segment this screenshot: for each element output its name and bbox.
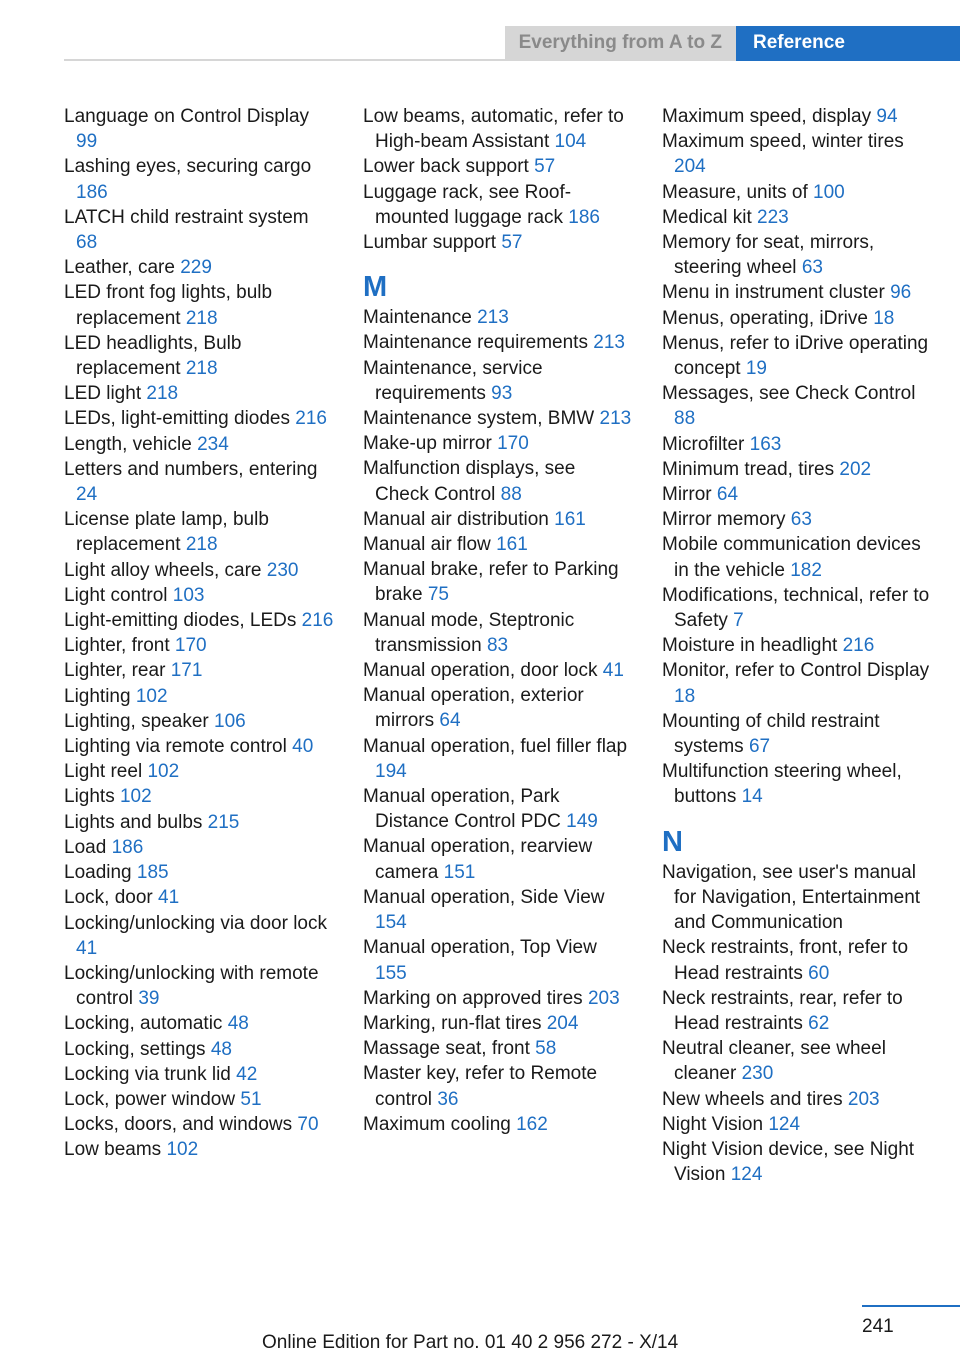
index-entry <box>363 104 633 154</box>
index-entry-text: Microfilter <box>662 433 745 455</box>
index-entry-text: Lashing eyes, securing cargo <box>64 156 312 178</box>
index-entry <box>662 230 932 280</box>
index-page-link[interactable]: 39 <box>138 988 160 1010</box>
index-page-link[interactable]: 124 <box>730 1164 763 1186</box>
index-page-link[interactable]: 102 <box>119 786 152 808</box>
index-entry-text: Length, vehicle <box>64 433 192 455</box>
index-page-link[interactable]: 104 <box>554 131 587 153</box>
index-page-link[interactable]: 218 <box>185 534 218 556</box>
index-entry <box>363 658 633 683</box>
index-page-link[interactable]: 88 <box>674 408 696 430</box>
index-page-link[interactable]: 203 <box>847 1088 880 1110</box>
index-entry-text: Lighter, front <box>64 635 170 657</box>
index-page-link[interactable]: 194 <box>375 760 407 782</box>
index-page-link[interactable]: 102 <box>135 685 168 707</box>
section-tab[interactable]: Everything from A to Z <box>505 26 736 60</box>
index-page-link[interactable]: 182 <box>790 559 822 581</box>
index-entry-text: Night Vision <box>662 1113 764 1135</box>
page-number: 241 <box>862 1316 894 1337</box>
index-entry-text: Master key, refer to Remote control <box>363 1063 598 1110</box>
index-entry <box>662 180 932 205</box>
index-page-link[interactable]: 40 <box>292 736 314 758</box>
index-column-2 <box>363 104 633 1137</box>
index-page-link[interactable]: 170 <box>497 433 529 455</box>
index-letter-heading: M <box>363 271 388 304</box>
index-entry <box>64 1137 334 1162</box>
index-entry <box>662 583 932 633</box>
index-entry-text: Low beams, automatic, refer to High-beam Assistant <box>363 106 624 153</box>
index-entry <box>363 935 633 985</box>
index-entry <box>363 1112 633 1137</box>
index-letter-heading: N <box>662 825 683 858</box>
index-page-link[interactable]: 213 <box>599 408 632 430</box>
index-page-link[interactable]: 36 <box>437 1088 459 1110</box>
index-page-link[interactable]: 83 <box>486 634 509 656</box>
index-entry-text: Low beams <box>64 1139 162 1161</box>
index-entry-text: Menus, refer to iDrive operating concept <box>662 332 929 380</box>
index-entry <box>662 759 932 809</box>
index-entry-text: Maintenance requirements <box>363 332 588 354</box>
index-entry-text: Night Vision device, see Night Vision <box>662 1138 915 1186</box>
index-page-link[interactable]: 57 <box>534 156 556 178</box>
index-entry <box>662 658 932 708</box>
header-rule <box>64 59 960 61</box>
index-entry <box>64 684 334 709</box>
index-page-link[interactable]: 48 <box>210 1038 232 1060</box>
index-page-link[interactable]: 7 <box>733 610 744 632</box>
index-page-link[interactable]: 67 <box>748 736 771 758</box>
index-entry-text: Malfunction displays, see Check Control <box>363 458 576 505</box>
index-page-link[interactable]: 41 <box>158 887 180 909</box>
index-entry <box>64 734 334 759</box>
index-entry <box>662 104 932 129</box>
index-entry <box>64 633 334 658</box>
index-entry-text: Lower back support <box>363 156 529 178</box>
index-page-link[interactable]: 149 <box>566 811 598 833</box>
index-entry-text: Mirror memory <box>662 509 786 531</box>
index-entry <box>64 280 334 330</box>
index-page-link[interactable]: 163 <box>749 433 782 455</box>
index-entry-text: Maximum cooling <box>363 1113 511 1135</box>
index-entry-text: Marking, run-flat tires <box>363 1012 542 1034</box>
index-entry <box>64 507 334 557</box>
index-entry <box>64 709 334 734</box>
index-entry <box>363 834 633 884</box>
index-entry <box>64 104 334 154</box>
index-page-link[interactable]: 102 <box>147 761 180 783</box>
index-entry-text: Locking via trunk lid <box>64 1063 231 1085</box>
index-entry-text: Messages, see Check Control <box>662 383 916 405</box>
index-entry-text: Menu in instrument cluster <box>662 282 885 304</box>
index-entry <box>64 658 334 683</box>
index-entry-text: Minimum tread, tires <box>662 458 835 480</box>
index-page-link[interactable]: 57 <box>501 232 523 254</box>
index-page-link[interactable]: 100 <box>813 181 845 203</box>
index-entry <box>64 583 334 608</box>
index-entry <box>64 1037 334 1062</box>
index-entry-text: Make-up mirror <box>363 433 492 455</box>
index-page-link[interactable]: 229 <box>180 257 212 279</box>
index-page-link[interactable]: 230 <box>741 1063 774 1085</box>
index-entry <box>64 432 334 457</box>
index-entry-text: Mobile communication devices in the vehicle <box>662 534 921 581</box>
index-page-link[interactable]: 51 <box>240 1088 262 1110</box>
page-header <box>505 26 960 60</box>
index-page-link[interactable]: 186 <box>111 836 144 858</box>
index-page-link[interactable]: 18 <box>873 307 895 329</box>
index-page-link[interactable]: 213 <box>477 307 509 329</box>
index-entry <box>662 935 932 985</box>
index-entry <box>363 885 633 935</box>
index-page-link[interactable]: 204 <box>674 156 706 178</box>
index-entry <box>363 1036 633 1061</box>
index-entry <box>64 255 334 280</box>
index-entry-text: Navigation, see user's manual for Navigation, Entertainment and Communication <box>662 861 921 934</box>
index-entry <box>662 507 932 532</box>
index-entry <box>662 1137 932 1187</box>
index-entry <box>662 381 932 431</box>
index-entry-text: Light control <box>64 584 168 606</box>
index-entry-text: Maximum speed, winter tires <box>662 131 904 153</box>
index-entry <box>363 986 633 1011</box>
index-page-link[interactable]: 215 <box>207 811 240 833</box>
index-entry <box>64 457 334 507</box>
index-entry-text: Manual operation, door lock <box>363 660 598 682</box>
index-entry-text: Loading <box>64 862 132 884</box>
index-entry-text: Manual operation, Top View <box>363 937 597 959</box>
index-page-link[interactable]: 75 <box>427 584 449 606</box>
index-column-3 <box>662 104 932 1187</box>
index-entry-text: Modifications, technical, refer to Safety <box>662 584 930 632</box>
index-entry-text: Multifunction steering wheel, buttons <box>662 761 902 808</box>
index-entry-text: Lighting via remote control <box>64 736 287 758</box>
index-entry <box>662 457 932 482</box>
index-entry <box>64 885 334 910</box>
index-entry-text: Luggage rack, see Roof-mounted luggage rack <box>363 181 572 228</box>
index-entry-text: Locking/unlocking via door lock <box>64 912 327 934</box>
index-entry-text: Lights <box>64 786 115 808</box>
index-page-link[interactable]: 202 <box>839 458 872 480</box>
index-page-link[interactable]: 234 <box>197 433 229 455</box>
index-page-link[interactable]: 63 <box>801 257 823 279</box>
index-entry <box>363 356 633 406</box>
index-entry-text: Lighting, speaker <box>64 710 209 732</box>
index-entry-text: Lumbar support <box>363 232 497 254</box>
index-entry <box>662 709 932 759</box>
index-entry-text: Menus, operating, iDrive <box>662 307 868 329</box>
index-entry <box>363 431 633 456</box>
index-entry <box>64 1112 334 1137</box>
index-entry-text: Neutral cleaner, see wheel cleaner <box>662 1038 886 1085</box>
index-page-link[interactable]: 186 <box>568 206 600 228</box>
index-entry-text: Manual air distribution <box>363 508 549 530</box>
index-page-link[interactable]: 64 <box>439 710 461 732</box>
index-entry <box>64 331 334 381</box>
index-entry-text: Medical kit <box>662 206 752 228</box>
index-page-link[interactable]: 70 <box>297 1114 319 1136</box>
index-page-link[interactable]: 170 <box>174 635 207 657</box>
index-entry <box>363 507 633 532</box>
index-entry-text: Manual operation, Side View <box>363 886 605 908</box>
index-entry-text: Maintenance, service requirements <box>363 357 543 404</box>
index-page-link[interactable]: 41 <box>76 937 98 959</box>
index-page-link[interactable]: 24 <box>76 484 98 506</box>
index-page-link[interactable]: 93 <box>491 382 513 404</box>
index-entry <box>64 784 334 809</box>
index-entry <box>363 180 633 230</box>
index-entry-text: Lock, door <box>64 887 153 909</box>
index-page-link[interactable]: 103 <box>172 584 205 606</box>
index-page-link[interactable]: 161 <box>554 508 586 530</box>
index-entry-text: Neck restraints, rear, refer to Head restraints <box>662 987 903 1034</box>
index-entry <box>662 986 932 1036</box>
index-page-link[interactable]: 48 <box>227 1013 249 1035</box>
index-page-link[interactable]: 223 <box>757 206 789 228</box>
index-entry-text: Mounting of child restraint systems <box>662 710 880 758</box>
index-entry-text: Memory for seat, mirrors, steering wheel <box>662 232 875 279</box>
index-entry-text: LED front fog lights, bulb replacement <box>64 282 273 329</box>
footer-rule <box>862 1305 960 1307</box>
index-entry <box>662 205 932 230</box>
index-entry <box>363 305 633 330</box>
index-page-link[interactable]: 58 <box>535 1038 557 1060</box>
index-entry <box>64 558 334 583</box>
index-page-link[interactable]: 186 <box>76 181 108 203</box>
index-page-link[interactable]: 151 <box>443 861 476 883</box>
index-entry-text: New wheels and tires <box>662 1088 843 1110</box>
index-entry <box>363 230 633 255</box>
index-entry-text: Massage seat, front <box>363 1038 530 1060</box>
index-entry-text: LED light <box>64 383 142 405</box>
index-entry-text: Mirror <box>662 484 712 506</box>
index-entry <box>662 280 932 305</box>
index-page-link[interactable]: 155 <box>375 962 407 984</box>
index-entry <box>363 1061 633 1111</box>
index-page-link[interactable]: 124 <box>768 1113 801 1135</box>
index-entry-text: License plate lamp, bulb replacement <box>64 509 269 556</box>
index-entry-text: Language on Control Display <box>64 106 310 127</box>
index-page-link[interactable]: 162 <box>516 1113 548 1135</box>
index-column-1 <box>64 104 334 1163</box>
index-entry <box>363 734 633 784</box>
edition-note: Online Edition for Part no. 01 40 2 956 272 - X/14 <box>262 1332 679 1353</box>
index-page-link[interactable]: 41 <box>602 660 624 682</box>
index-page-link[interactable]: 102 <box>166 1139 199 1161</box>
index-entry-text: Letters and numbers, entering <box>64 458 318 480</box>
index-entry <box>363 1011 633 1036</box>
index-entry <box>64 1087 334 1112</box>
index-entry <box>363 683 633 733</box>
index-entry <box>662 432 932 457</box>
index-entry <box>662 129 932 179</box>
index-entry <box>363 532 633 557</box>
index-entry-text: Manual air flow <box>363 534 491 556</box>
index-entry-text: Lighter, rear <box>64 660 166 682</box>
index-entry <box>363 557 633 607</box>
index-entry-text: Light alloy wheels, care <box>64 559 262 581</box>
index-entry <box>363 154 633 179</box>
index-entry-text: Maintenance <box>363 307 472 329</box>
index-page-link[interactable]: 185 <box>136 862 169 884</box>
index-entry <box>64 911 334 961</box>
index-entry <box>662 482 932 507</box>
index-entry-text: LATCH child restraint system <box>64 206 309 228</box>
index-entry-text: Locks, doors, and windows <box>64 1114 293 1136</box>
index-entry-text: Marking on approved tires <box>363 987 583 1009</box>
index-entry <box>64 154 334 204</box>
index-entry <box>363 456 633 506</box>
index-entry <box>363 784 633 834</box>
index-entry <box>64 1062 334 1087</box>
index-page-link[interactable]: 204 <box>546 1012 579 1034</box>
index-page-link[interactable]: 203 <box>587 987 620 1009</box>
index-entry <box>64 860 334 885</box>
index-entry-text: Measure, units of <box>662 181 808 203</box>
index-entry-text: Neck restraints, front, refer to Head restraints <box>662 937 909 984</box>
index-page-link[interactable]: 218 <box>185 358 218 380</box>
index-page-link[interactable]: 171 <box>170 660 203 682</box>
index-page-link[interactable]: 68 <box>76 232 98 254</box>
index-entry <box>662 331 932 381</box>
index-entry-text: LED headlights, Bulb replacement <box>64 332 242 380</box>
index-entry <box>64 381 334 406</box>
index-page-link[interactable]: 216 <box>301 610 334 632</box>
index-entry <box>64 810 334 835</box>
index-entry <box>662 860 932 936</box>
index-page-link[interactable]: 216 <box>295 408 327 430</box>
index-page-link[interactable]: 96 <box>890 282 912 304</box>
index-entry <box>662 1112 932 1137</box>
index-entry <box>363 608 633 658</box>
index-page-link[interactable]: 106 <box>214 710 246 732</box>
index-page-link[interactable]: 216 <box>842 635 875 657</box>
index-page-link[interactable]: 161 <box>496 534 528 556</box>
index-entry-text: Manual operation, exterior mirrors <box>363 685 584 732</box>
index-entry <box>64 406 334 431</box>
index-entry-text: Moisture in headlight <box>662 635 838 657</box>
index-entry-text: Locking/unlocking with remote control <box>64 962 319 1010</box>
index-page-link[interactable]: 230 <box>266 559 299 581</box>
index-entry <box>662 306 932 331</box>
index-entry-text: Locking, settings <box>64 1038 206 1060</box>
index-entry-text: Light-emitting diodes, LEDs <box>64 610 297 632</box>
index-page-link[interactable]: 63 <box>790 509 812 531</box>
index-entry-text: Monitor, refer to Control Display <box>662 660 930 682</box>
index-entry-text: Locking, automatic <box>64 1013 223 1035</box>
index-page-link[interactable]: 213 <box>593 332 625 354</box>
index-entry <box>64 205 334 255</box>
index-entry <box>662 532 932 582</box>
index-page-link[interactable]: 94 <box>876 106 898 127</box>
index-page-link[interactable]: 154 <box>375 912 407 934</box>
index-entry-text: Manual operation, Park Distance Control PDC <box>363 786 561 833</box>
index-entry-text: Manual brake, refer to Parking brake <box>363 559 619 606</box>
index-page-link[interactable]: 218 <box>185 307 218 329</box>
index-entry <box>662 1036 932 1086</box>
index-entry <box>64 608 334 633</box>
index-entry-text: Lighting <box>64 685 131 707</box>
index-page-link[interactable]: 62 <box>808 1012 830 1034</box>
index-entry-text: Lights and bulbs <box>64 811 203 833</box>
index-entry <box>363 406 633 431</box>
index-page-link[interactable]: 218 <box>146 383 179 405</box>
index-entry-text: Leather, care <box>64 257 175 279</box>
chapter-tab[interactable]: Reference <box>736 26 960 60</box>
index-entry <box>64 759 334 784</box>
index-entry-text: Maintenance system, BMW <box>363 408 595 430</box>
index-entry <box>64 961 334 1011</box>
index-entry-text: Load <box>64 836 107 858</box>
index-entry-text: LEDs, light-emitting diodes <box>64 408 290 430</box>
index-entry-text: Manual mode, Steptronic transmission <box>363 609 575 656</box>
index-entry-text: Light reel <box>64 761 143 783</box>
index-entry <box>64 1011 334 1036</box>
index-entry <box>662 1087 932 1112</box>
index-page-link[interactable]: 88 <box>500 483 522 505</box>
index-entry-text: Manual operation, fuel filler flap <box>363 735 628 757</box>
index-page-link[interactable]: 18 <box>674 685 696 707</box>
index-page-link[interactable]: 99 <box>76 131 98 153</box>
index-page-link[interactable]: 60 <box>808 962 830 984</box>
index-entry <box>64 835 334 860</box>
index-page-link[interactable]: 64 <box>716 484 739 506</box>
index-entry-text: Maximum speed, display <box>662 106 872 127</box>
index-entry-text: Lock, power window <box>64 1088 236 1110</box>
header-rule-accent <box>736 59 960 61</box>
index-entry <box>363 330 633 355</box>
index-entry <box>662 633 932 658</box>
index-entry-text: Manual operation, rearview camera <box>363 836 593 883</box>
index-page-link[interactable]: 19 <box>745 358 767 380</box>
index-page-link[interactable]: 42 <box>236 1063 258 1085</box>
index-page-link[interactable]: 14 <box>741 786 763 808</box>
